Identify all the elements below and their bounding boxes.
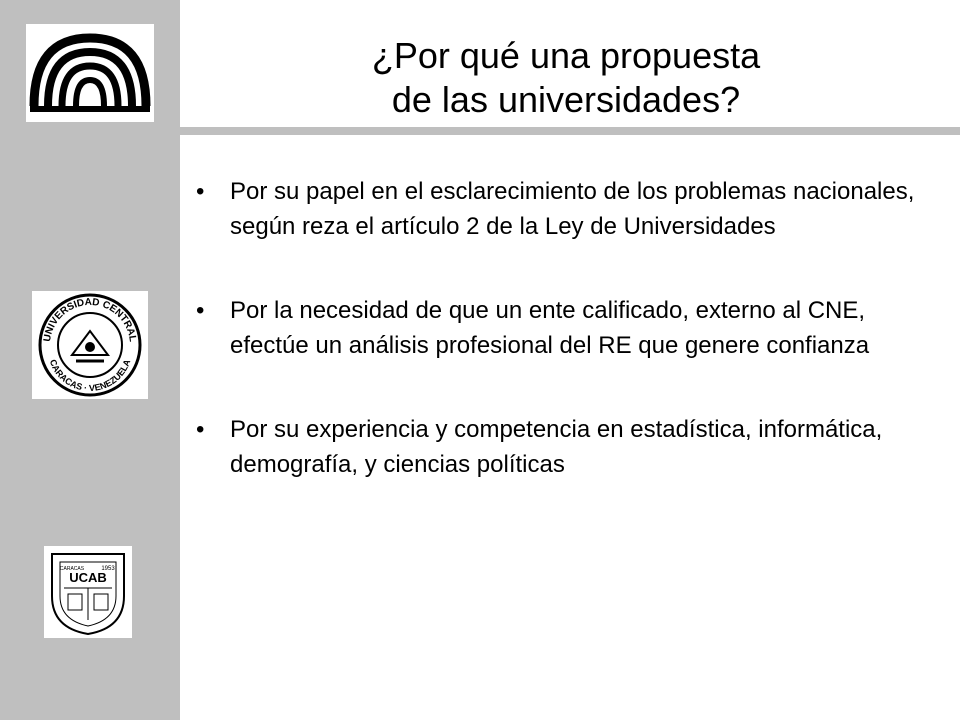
ucab-shield-icon: [44, 546, 132, 638]
svg-text:CARACAS · VENEZUELA: [48, 358, 133, 393]
bullet-text: Por su papel en el esclarecimiento de los problemas nacionales, según reza el artículo 2 de la Ley de Universidades: [230, 178, 915, 240]
bullet-text: Por su experiencia y competencia en estadística, informática, demografía, y ciencias políticas: [230, 416, 883, 478]
bullet-text: Por la necesidad de que un ente calificado, externo al CNE, efectúe un análisis profesional del RE que genere confianza: [230, 297, 870, 359]
ucv-seal: [32, 291, 148, 399]
ucv-seal-top-text: UNIVERSIDAD CENTRAL: [42, 296, 138, 343]
ucv-seal-bottom-text: CARACAS · VENEZUELA: [47, 358, 133, 394]
bullet-dot: •: [196, 178, 205, 205]
slide-title: [196, 34, 936, 122]
svg-text:UNIVERSIDAD CENTRAL: [42, 297, 138, 343]
ucab-year: 1953: [101, 566, 115, 572]
ucab-city: CARACAS: [59, 566, 85, 572]
bullet-item: [196, 174, 936, 244]
slide-title-line-1: ¿Por qué una propuesta: [371, 35, 761, 76]
bullet-list: [196, 174, 936, 531]
title-underline: [180, 127, 960, 135]
usb-logo-icon: [26, 24, 154, 122]
bullet-dot: •: [196, 416, 205, 443]
usb-logo: [26, 24, 154, 122]
left-sidebar: [0, 0, 180, 720]
ucab-letters: UCAB: [69, 570, 107, 585]
bullet-dot: •: [196, 297, 205, 324]
bullet-item: [196, 412, 936, 482]
ucab-shield: [44, 546, 132, 638]
bullet-item: [196, 293, 936, 363]
ucv-seal-icon: [32, 291, 148, 399]
slide-title-line-2: de las universidades?: [391, 79, 741, 120]
